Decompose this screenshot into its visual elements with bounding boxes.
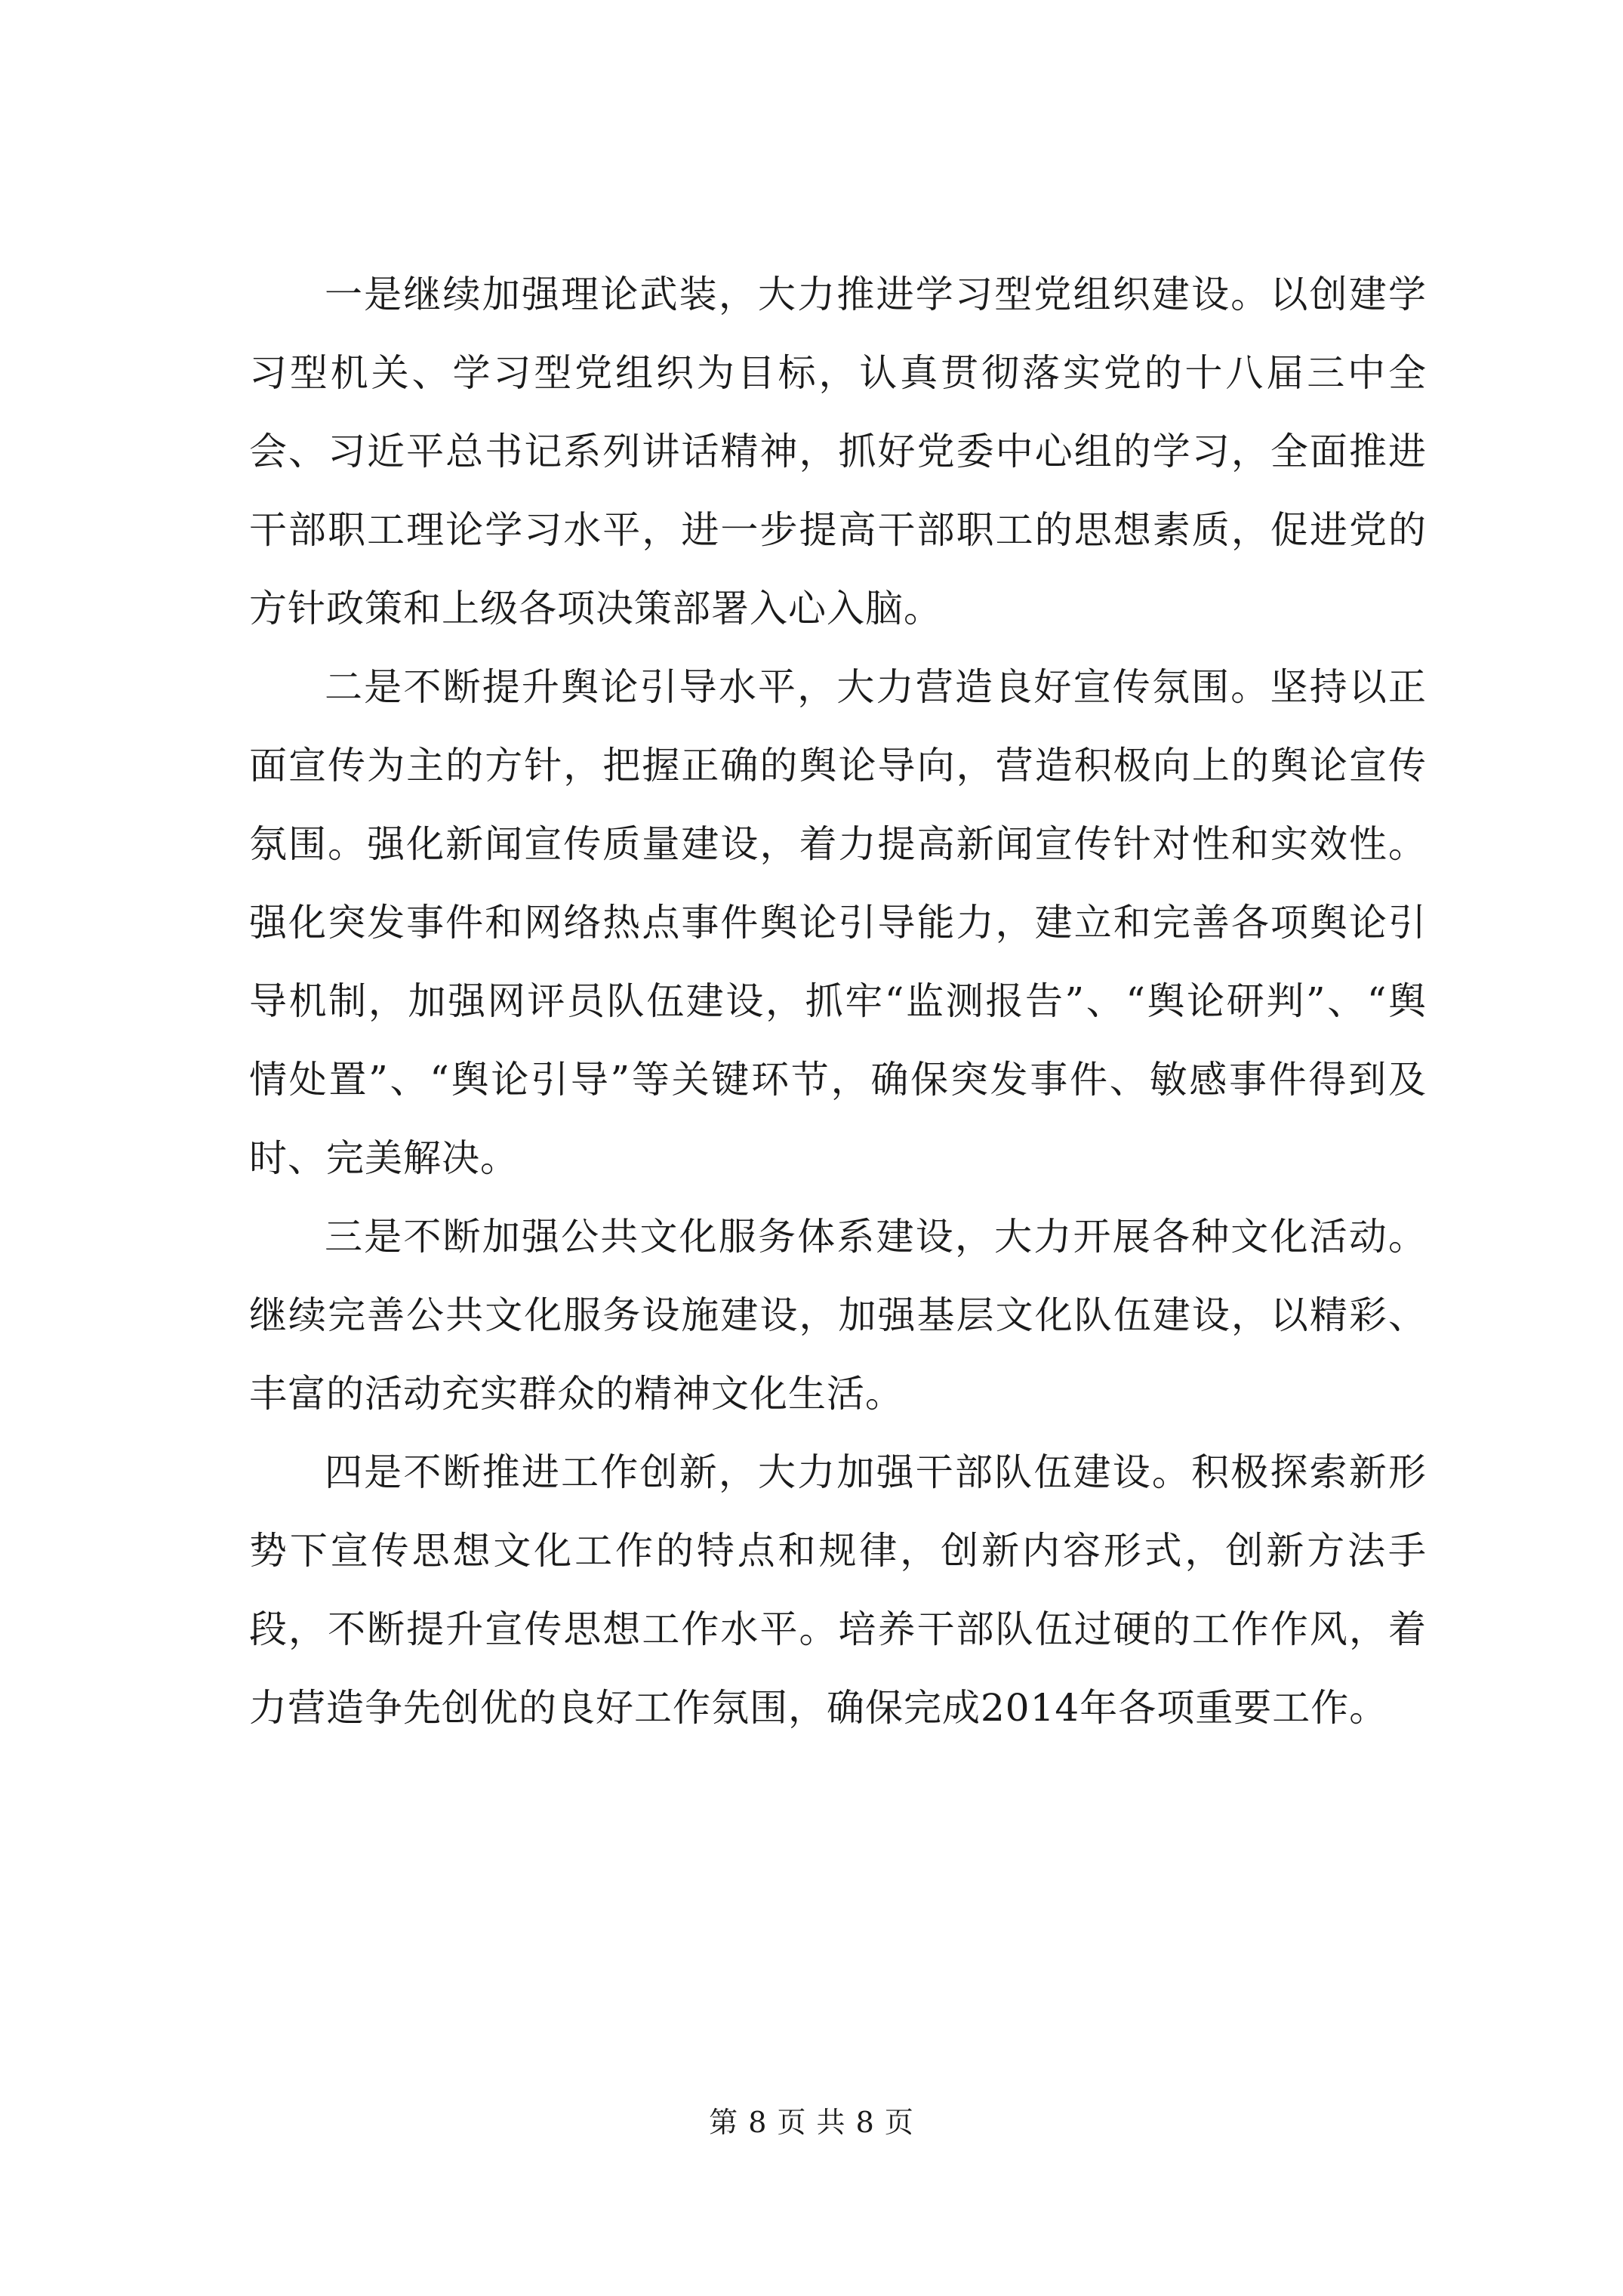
document-body xyxy=(249,255,1427,1747)
page-number-footer: 第 8 页 共 8 页 xyxy=(709,2106,914,2139)
paragraph-4: 四是不断推进工作创新，大力加强干部队伍建设。积极探索新形势下宣传思想文化工作的特点和规律，创新内容形式，创新方法手段，不断提升宣传思想工作水平。培养干部队伍过硬的工作作风，着力营造争先创优的良好工作氛围，确保完成2014年各项重要工作。 xyxy=(249,1450,1427,1730)
paragraph-3: 三是不断加强公共文化服务体系建设，大力开展各种文化活动。继续完善公共文化服务设施建设，加强基层文化队伍建设，以精彩、丰富的活动充实群众的精神文化生活。 xyxy=(249,1215,1427,1416)
paragraph-1: 一是继续加强理论武装，大力推进学习型党组织建设。以创建学习型机关、学习型党组织为目标，认真贯彻落实党的十八届三中全会、习近平总书记系列讲话精神，抓好党委中心组的学习，全面推进干部职工理论学习水平，进一步提高干部职工的思想素质，促进党的方针政策和上级各项决策部署入心入脑。 xyxy=(249,273,1427,630)
paragraph-2: 二是不断提升舆论引导水平，大力营造良好宣传氛围。坚持以正面宣传为主的方针，把握正确的舆论导向，营造积极向上的舆论宣传氛围。强化新闻宣传质量建设，着力提高新闻宣传针对性和实效性。强化突发事件和网络热点事件舆论引导能力，建立和完善各项舆论引导机制，加强网评员队伍建设，抓牢“监测报告”、“舆论研判”、“舆情处置”、“舆论引导”等关键环节，确保突发事件、敏感事件得到及时、完美解决。 xyxy=(249,665,1427,1180)
